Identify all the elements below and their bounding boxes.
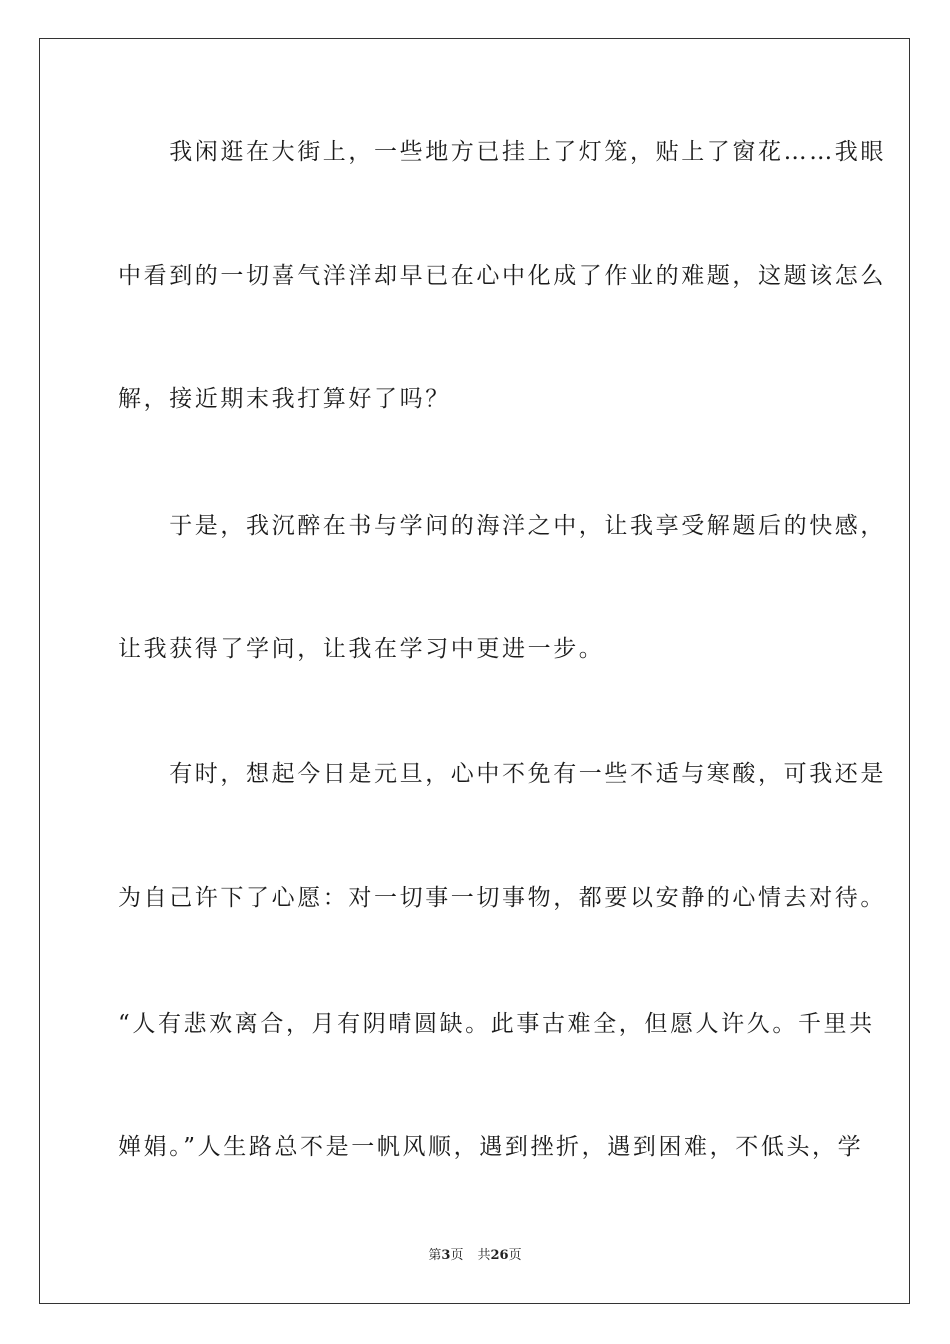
total-suffix: 页: [508, 1248, 522, 1263]
text-line-5: 让我获得了学问，让我在学习中更进一步。: [118, 636, 605, 662]
text-line-9: 婵娟。”人生路总不是一帆风顺，遇到挫折，遇到困难，不低头，学: [118, 1134, 864, 1160]
total-prefix: 共: [477, 1248, 491, 1263]
total-pages: 26: [490, 1248, 509, 1263]
text-line-1: 我闲逛在大街上，一些地方已挂上了灯笼，贴上了窗花……我眼: [118, 139, 886, 165]
page-border: [39, 38, 910, 1304]
page-number: 3: [441, 1248, 451, 1263]
page-footer: [0, 1246, 950, 1266]
text-line-6: 有时，想起今日是元旦，心中不免有一些不适与寒酸，可我还是: [118, 761, 886, 787]
text-line-3: 解，接近期末我打算好了吗？: [118, 386, 451, 412]
text-line-7: 为自己许下了心愿：对一切事一切事物，都要以安静的心情去对待。: [118, 885, 886, 911]
text-line-2: 中看到的一切喜气洋洋却早已在心中化成了作业的难题，这题该怎么: [118, 263, 886, 289]
page-prefix: 第: [428, 1248, 442, 1263]
page-suffix: 页: [450, 1248, 464, 1263]
text-line-4: 于是，我沉醉在书与学问的海洋之中，让我享受解题后的快感，: [118, 513, 886, 539]
text-line-8: “人有悲欢离合，月有阴晴圆缺。此事古难全，但愿人许久。千里共: [118, 1011, 875, 1037]
